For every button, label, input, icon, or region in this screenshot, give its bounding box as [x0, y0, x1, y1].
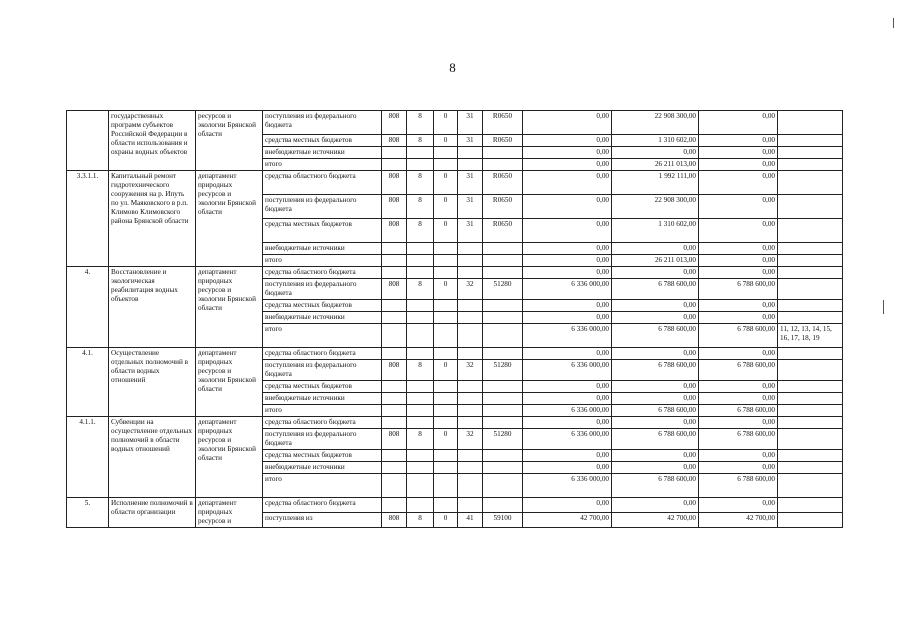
- cell-cs: [483, 381, 523, 393]
- cell-ind: [778, 312, 843, 324]
- cell-y2: 6 788 600,00: [612, 429, 699, 450]
- cell-src: внебюджетные источники: [263, 312, 382, 324]
- cell-gp: 32: [458, 429, 483, 450]
- cell-ind: [778, 300, 843, 312]
- cell-y3: 0,00: [699, 393, 778, 405]
- cell-no: 4.1.: [67, 348, 109, 417]
- cell-pr: [434, 300, 458, 312]
- budget-table-body: [67, 111, 843, 528]
- cell-src: средства местных бюджетов: [263, 219, 382, 243]
- cell-rz: [407, 147, 434, 159]
- cell-grbs: [382, 405, 407, 417]
- cell-rz: [407, 243, 434, 255]
- cell-src: средства областного бюджета: [263, 498, 382, 513]
- cell-y3: 0,00: [699, 417, 778, 429]
- cell-y2: 22 908 300,00: [612, 195, 699, 219]
- cell-gp: [458, 498, 483, 513]
- cell-ind: [778, 513, 843, 528]
- cell-ind: [778, 195, 843, 219]
- cell-rz: 8: [407, 279, 434, 300]
- cell-rz: [407, 462, 434, 474]
- cell-gp: [458, 450, 483, 462]
- cell-y1: 0,00: [523, 267, 612, 279]
- cell-rz: [407, 405, 434, 417]
- budget-table: [66, 110, 843, 528]
- cell-src: средства местных бюджетов: [263, 450, 382, 462]
- cell-gp: [458, 324, 483, 348]
- cell-src: средства областного бюджета: [263, 171, 382, 195]
- cell-y1: 0,00: [523, 312, 612, 324]
- cell-y3: 6 788 600,00: [699, 324, 778, 348]
- cell-src: поступления из федерального бюджета: [263, 360, 382, 381]
- cell-gp: [458, 348, 483, 360]
- cell-pr: [434, 417, 458, 429]
- cell-y3: 0,00: [699, 171, 778, 195]
- cell-gp: 31: [458, 171, 483, 195]
- cell-cs: [483, 474, 523, 498]
- cell-ind: [778, 462, 843, 474]
- cell-src: итого: [263, 474, 382, 498]
- cell-pr: [434, 381, 458, 393]
- cell-src: итого: [263, 324, 382, 348]
- cell-y3: 0,00: [699, 195, 778, 219]
- cell-src: внебюджетные источники: [263, 147, 382, 159]
- cell-gp: [458, 474, 483, 498]
- cell-grbs: [382, 498, 407, 513]
- cell-y2: 0,00: [612, 348, 699, 360]
- cell-y1: 0,00: [523, 381, 612, 393]
- cell-grbs: 808: [382, 513, 407, 528]
- cell-grbs: 808: [382, 360, 407, 381]
- cell-grbs: [382, 381, 407, 393]
- cell-y2: 26 211 013,00: [612, 159, 699, 171]
- cell-y2: 0,00: [612, 462, 699, 474]
- cell-gp: [458, 159, 483, 171]
- cell-ind: [778, 255, 843, 267]
- cell-y2: 26 211 013,00: [612, 255, 699, 267]
- cell-rz: [407, 324, 434, 348]
- cell-y1: 0,00: [523, 243, 612, 255]
- cell-y1: 0,00: [523, 219, 612, 243]
- scan-edge-mark: [883, 300, 884, 314]
- cell-cs: R0650: [483, 111, 523, 135]
- cell-gp: [458, 393, 483, 405]
- cell-gp: [458, 381, 483, 393]
- cell-rz: [407, 393, 434, 405]
- cell-y1: 6 336 000,00: [523, 429, 612, 450]
- cell-y3: 0,00: [699, 267, 778, 279]
- cell-grbs: [382, 312, 407, 324]
- cell-src: поступления из федерального бюджета: [263, 279, 382, 300]
- table-row: [67, 171, 843, 195]
- cell-cs: 51280: [483, 279, 523, 300]
- cell-y1: 0,00: [523, 111, 612, 135]
- cell-pr: [434, 450, 458, 462]
- cell-grbs: [382, 159, 407, 171]
- cell-rz: [407, 381, 434, 393]
- cell-ind: [778, 171, 843, 195]
- cell-y3: 0,00: [699, 135, 778, 147]
- cell-ind: 11, 12, 13, 14, 15, 16, 17, 18, 19: [778, 324, 843, 348]
- cell-y3: 0,00: [699, 159, 778, 171]
- cell-y3: 0,00: [699, 255, 778, 267]
- cell-gp: 31: [458, 195, 483, 219]
- cell-gp: [458, 243, 483, 255]
- cell-y3: 0,00: [699, 147, 778, 159]
- cell-cs: [483, 300, 523, 312]
- cell-pr: [434, 498, 458, 513]
- cell-gp: 32: [458, 360, 483, 381]
- cell-y1: 0,00: [523, 462, 612, 474]
- cell-name: государственных программ субъектов Российской Федерации в области использования и охраны водных объектов: [109, 111, 196, 171]
- cell-rz: [407, 312, 434, 324]
- cell-pr: [434, 159, 458, 171]
- cell-pr: [434, 267, 458, 279]
- cell-pr: 0: [434, 111, 458, 135]
- cell-cs: [483, 498, 523, 513]
- cell-cs: [483, 462, 523, 474]
- cell-src: поступления из: [263, 513, 382, 528]
- cell-y1: 6 336 000,00: [523, 324, 612, 348]
- cell-gp: [458, 462, 483, 474]
- cell-cs: [483, 348, 523, 360]
- cell-src: средства областного бюджета: [263, 267, 382, 279]
- cell-src: внебюджетные источники: [263, 243, 382, 255]
- cell-pr: [434, 405, 458, 417]
- cell-rz: 8: [407, 111, 434, 135]
- cell-gp: 31: [458, 219, 483, 243]
- cell-y1: 0,00: [523, 135, 612, 147]
- cell-gp: [458, 300, 483, 312]
- cell-y1: 6 336 000,00: [523, 360, 612, 381]
- cell-ind: [778, 243, 843, 255]
- cell-y1: 6 336 000,00: [523, 405, 612, 417]
- cell-grbs: 808: [382, 219, 407, 243]
- cell-grbs: [382, 147, 407, 159]
- cell-y1: 0,00: [523, 171, 612, 195]
- cell-cs: R0650: [483, 171, 523, 195]
- cell-grbs: [382, 417, 407, 429]
- cell-cs: [483, 405, 523, 417]
- cell-y2: 6 788 600,00: [612, 360, 699, 381]
- cell-ind: [778, 360, 843, 381]
- cell-rz: [407, 255, 434, 267]
- cell-grbs: [382, 324, 407, 348]
- cell-rz: 8: [407, 135, 434, 147]
- cell-ind: [778, 267, 843, 279]
- cell-ind: [778, 159, 843, 171]
- cell-gp: [458, 267, 483, 279]
- cell-src: средства местных бюджетов: [263, 135, 382, 147]
- cell-ind: [778, 417, 843, 429]
- cell-y1: 0,00: [523, 348, 612, 360]
- cell-src: итого: [263, 159, 382, 171]
- cell-y3: 0,00: [699, 462, 778, 474]
- cell-rz: [407, 498, 434, 513]
- cell-pr: 0: [434, 360, 458, 381]
- cell-rz: 8: [407, 219, 434, 243]
- cell-y2: 0,00: [612, 498, 699, 513]
- cell-y2: 22 908 300,00: [612, 111, 699, 135]
- cell-y2: 42 700,00: [612, 513, 699, 528]
- cell-y3: 6 788 600,00: [699, 360, 778, 381]
- cell-grbs: 808: [382, 111, 407, 135]
- cell-name: Осуществление отдельных полномочий в области водных отношений: [109, 348, 196, 417]
- scan-edge-mark: [893, 18, 894, 28]
- cell-y1: 0,00: [523, 195, 612, 219]
- cell-y3: 0,00: [699, 312, 778, 324]
- cell-grbs: [382, 474, 407, 498]
- cell-cs: [483, 159, 523, 171]
- cell-src: средства областного бюджета: [263, 348, 382, 360]
- cell-ind: [778, 348, 843, 360]
- cell-src: поступления из федерального бюджета: [263, 429, 382, 450]
- cell-rz: 8: [407, 513, 434, 528]
- cell-cs: [483, 393, 523, 405]
- cell-y3: 0,00: [699, 498, 778, 513]
- cell-ind: [778, 219, 843, 243]
- cell-exec: департамент природных ресурсов и экологии Брянской области: [196, 348, 263, 417]
- cell-rz: [407, 348, 434, 360]
- cell-cs: R0650: [483, 135, 523, 147]
- cell-rz: [407, 267, 434, 279]
- cell-grbs: 808: [382, 429, 407, 450]
- cell-pr: 0: [434, 513, 458, 528]
- cell-gp: 41: [458, 513, 483, 528]
- cell-exec: департамент природных ресурсов и экологии Брянской области: [196, 417, 263, 498]
- cell-pr: [434, 462, 458, 474]
- table-row: [67, 417, 843, 429]
- cell-grbs: [382, 255, 407, 267]
- cell-cs: [483, 147, 523, 159]
- cell-y3: 0,00: [699, 450, 778, 462]
- cell-rz: 8: [407, 360, 434, 381]
- cell-grbs: 808: [382, 135, 407, 147]
- cell-y1: 0,00: [523, 417, 612, 429]
- cell-y1: 0,00: [523, 498, 612, 513]
- cell-y2: 6 788 600,00: [612, 279, 699, 300]
- table-row: [67, 348, 843, 360]
- cell-cs: [483, 324, 523, 348]
- cell-grbs: [382, 393, 407, 405]
- cell-cs: [483, 450, 523, 462]
- cell-y1: 6 336 000,00: [523, 474, 612, 498]
- cell-y3: 6 788 600,00: [699, 405, 778, 417]
- cell-y3: 42 700,00: [699, 513, 778, 528]
- cell-ind: [778, 450, 843, 462]
- cell-y3: 6 788 600,00: [699, 279, 778, 300]
- cell-y1: 0,00: [523, 393, 612, 405]
- cell-y2: 1 992 111,00: [612, 171, 699, 195]
- cell-cs: 51280: [483, 429, 523, 450]
- cell-name: Восстановление и экологическая реабилитация водных объектов: [109, 267, 196, 348]
- cell-gp: [458, 417, 483, 429]
- cell-y1: 0,00: [523, 300, 612, 312]
- cell-exec: департамент природных ресурсов и экологии Брянской области: [196, 267, 263, 348]
- cell-pr: 0: [434, 195, 458, 219]
- cell-y2: 0,00: [612, 312, 699, 324]
- cell-y2: 0,00: [612, 267, 699, 279]
- cell-name: Капитальный ремонт гидротехнического сооружения на р. Ипуть по ул. Маяковского в р.п. Климово Климовского района Брянской области: [109, 171, 196, 267]
- cell-y2: 0,00: [612, 450, 699, 462]
- cell-y3: 0,00: [699, 300, 778, 312]
- cell-ind: [778, 498, 843, 513]
- cell-cs: R0650: [483, 219, 523, 243]
- cell-pr: 0: [434, 429, 458, 450]
- cell-src: средства областного бюджета: [263, 417, 382, 429]
- cell-name: Исполнение полномочий в области организации: [109, 498, 196, 528]
- cell-gp: 31: [458, 111, 483, 135]
- cell-y3: 6 788 600,00: [699, 474, 778, 498]
- cell-pr: [434, 243, 458, 255]
- cell-ind: [778, 111, 843, 135]
- cell-cs: [483, 267, 523, 279]
- cell-y1: 0,00: [523, 255, 612, 267]
- cell-rz: 8: [407, 429, 434, 450]
- cell-no: 4.1.1.: [67, 417, 109, 498]
- table-row: [67, 498, 843, 513]
- cell-src: поступления из федерального бюджета: [263, 111, 382, 135]
- cell-grbs: [382, 243, 407, 255]
- cell-src: поступления из федерального бюджета: [263, 195, 382, 219]
- cell-y1: 6 336 000,00: [523, 279, 612, 300]
- cell-no: 5.: [67, 498, 109, 528]
- cell-y2: 0,00: [612, 147, 699, 159]
- cell-y2: 0,00: [612, 243, 699, 255]
- cell-pr: 0: [434, 135, 458, 147]
- cell-grbs: [382, 450, 407, 462]
- cell-pr: [434, 348, 458, 360]
- cell-ind: [778, 405, 843, 417]
- cell-y3: 0,00: [699, 111, 778, 135]
- cell-y2: 1 310 602,00: [612, 219, 699, 243]
- cell-pr: 0: [434, 171, 458, 195]
- cell-rz: 8: [407, 171, 434, 195]
- cell-cs: 59100: [483, 513, 523, 528]
- table-row: [67, 111, 843, 135]
- cell-ind: [778, 279, 843, 300]
- cell-y1: 0,00: [523, 450, 612, 462]
- cell-gp: [458, 147, 483, 159]
- cell-exec: департамент природных ресурсов и экологии Брянской области: [196, 171, 263, 267]
- cell-cs: [483, 243, 523, 255]
- cell-pr: 0: [434, 279, 458, 300]
- cell-y1: 0,00: [523, 159, 612, 171]
- cell-src: внебюджетные источники: [263, 462, 382, 474]
- cell-gp: [458, 405, 483, 417]
- cell-rz: [407, 474, 434, 498]
- cell-cs: [483, 312, 523, 324]
- cell-grbs: 808: [382, 195, 407, 219]
- cell-gp: 32: [458, 279, 483, 300]
- cell-grbs: [382, 348, 407, 360]
- cell-src: средства местных бюджетов: [263, 381, 382, 393]
- cell-grbs: [382, 300, 407, 312]
- cell-rz: [407, 159, 434, 171]
- cell-no: 4.: [67, 267, 109, 348]
- cell-y2: 0,00: [612, 300, 699, 312]
- cell-pr: [434, 147, 458, 159]
- cell-grbs: 808: [382, 279, 407, 300]
- cell-exec: ресурсов и экологии Брянской области: [196, 111, 263, 171]
- cell-no: [67, 111, 109, 171]
- cell-no: 3.3.1.1.: [67, 171, 109, 267]
- cell-pr: [434, 255, 458, 267]
- cell-y1: 42 700,00: [523, 513, 612, 528]
- table-row: [67, 267, 843, 279]
- cell-y1: 0,00: [523, 147, 612, 159]
- cell-src: итого: [263, 255, 382, 267]
- cell-ind: [778, 429, 843, 450]
- cell-exec: департамент природных ресурсов и: [196, 498, 263, 528]
- cell-cs: R0650: [483, 195, 523, 219]
- cell-cs: [483, 417, 523, 429]
- cell-rz: [407, 450, 434, 462]
- cell-y2: 1 310 602,00: [612, 135, 699, 147]
- cell-name: Субвенции на осуществление отдельных полномочий в области водных отношений: [109, 417, 196, 498]
- cell-rz: 8: [407, 195, 434, 219]
- cell-y2: 6 788 600,00: [612, 324, 699, 348]
- cell-ind: [778, 135, 843, 147]
- cell-gp: [458, 255, 483, 267]
- cell-y3: 0,00: [699, 381, 778, 393]
- cell-pr: [434, 324, 458, 348]
- cell-rz: [407, 300, 434, 312]
- cell-grbs: [382, 267, 407, 279]
- cell-ind: [778, 474, 843, 498]
- cell-pr: [434, 393, 458, 405]
- cell-cs: [483, 255, 523, 267]
- cell-pr: 0: [434, 219, 458, 243]
- cell-cs: 51280: [483, 360, 523, 381]
- cell-grbs: [382, 462, 407, 474]
- cell-y2: 0,00: [612, 417, 699, 429]
- cell-src: средства местных бюджетов: [263, 300, 382, 312]
- cell-y3: 0,00: [699, 348, 778, 360]
- cell-y2: 6 788 600,00: [612, 405, 699, 417]
- cell-src: итого: [263, 405, 382, 417]
- cell-ind: [778, 381, 843, 393]
- cell-grbs: 808: [382, 171, 407, 195]
- cell-y2: 0,00: [612, 393, 699, 405]
- cell-gp: [458, 312, 483, 324]
- cell-ind: [778, 393, 843, 405]
- cell-rz: [407, 417, 434, 429]
- cell-pr: [434, 474, 458, 498]
- cell-gp: 31: [458, 135, 483, 147]
- cell-pr: [434, 312, 458, 324]
- cell-y3: 0,00: [699, 243, 778, 255]
- cell-ind: [778, 147, 843, 159]
- page-number: 8: [449, 60, 456, 75]
- cell-y3: 6 788 600,00: [699, 429, 778, 450]
- cell-y2: 0,00: [612, 381, 699, 393]
- cell-y2: 6 788 600,00: [612, 474, 699, 498]
- cell-src: внебюджетные источники: [263, 393, 382, 405]
- cell-y3: 0,00: [699, 219, 778, 243]
